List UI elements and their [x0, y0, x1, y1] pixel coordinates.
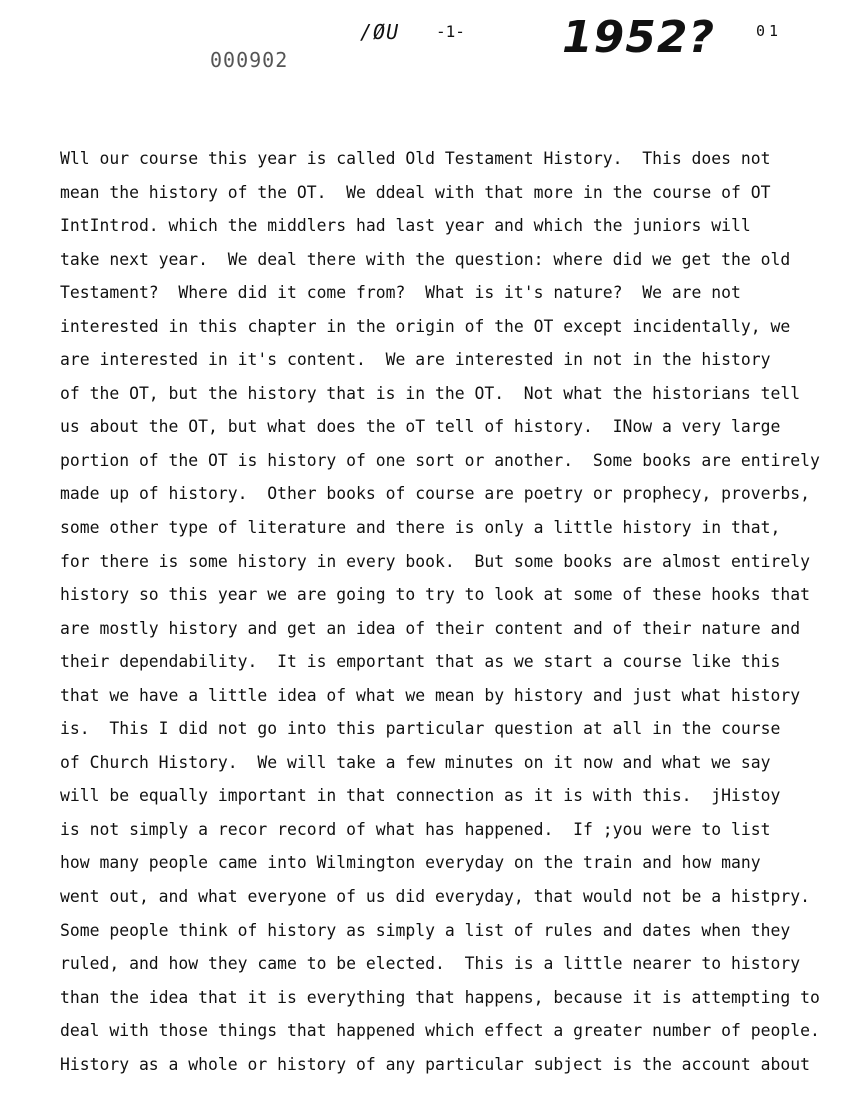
- text-line: went out, and what everyone of us did everyday, that would not be a histpry.: [60, 887, 810, 907]
- text-line: History as a whole or history of any particular subject is the account about: [60, 1054, 810, 1074]
- text-line: interested in this chapter in the origin of the OT except incidentally, we: [60, 316, 791, 336]
- text-line: mean the history of the OT. We ddeal with that more in the course of OT: [60, 182, 771, 202]
- header-code: /ØU: [360, 20, 400, 44]
- text-line: Wll our course this year is called Old Testament History. This does not: [60, 149, 771, 168]
- page-number: -1-: [436, 22, 465, 41]
- text-line: will be equally important in that connection as it is with this. jHistoy: [60, 786, 781, 806]
- text-line: that we have a little idea of what we mean by history and just what history: [60, 685, 801, 705]
- text-line: Some people think of history as simply a list of rules and dates when they: [60, 920, 791, 940]
- text-line: Testament? Where did it come from? What is it's nature? We are not: [60, 283, 741, 303]
- text-line: some other type of literature and there is only a little history in that,: [60, 518, 781, 538]
- text-line: history so this year we are going to try to look at some of these hooks that: [60, 585, 810, 605]
- text-line: is. This I did not go into this particular question at all in the course: [60, 719, 781, 739]
- text-line: deal with those things that happened which effect a greater number of people.: [60, 1021, 820, 1041]
- text-line: made up of history. Other books of course are poetry or prophecy, proverbs,: [60, 484, 810, 504]
- text-line: how many people came into Wilmington everyday on the train and how many: [60, 853, 761, 873]
- archive-stamp: 000902: [210, 48, 289, 72]
- text-line: us about the OT, but what does the oT tell of history. INow a very large: [60, 417, 781, 437]
- text-line: is not simply a recor record of what has happened. If ;you were to list: [60, 819, 771, 839]
- sequence-number: 01: [756, 22, 783, 40]
- text-line: portion of the OT is history of one sort or another. Some books are entirely: [60, 450, 820, 470]
- typed-transcript-body: [60, 142, 840, 1081]
- text-line: of the OT, but the history that is in the OT. Not what the historians tell: [60, 383, 801, 403]
- text-line: of Church History. We will take a few minutes on it now and what we say: [60, 752, 771, 772]
- text-line: ruled, and how they came to be elected. This is a little nearer to history: [60, 954, 801, 974]
- text-line: are interested in it's content. We are interested in not in the history: [60, 350, 771, 370]
- text-line: their dependability. It is emportant that as we start a course like this: [60, 652, 781, 672]
- handwritten-year-note: 1952?: [562, 12, 715, 63]
- text-line: IntIntrod. which the middlers had last year and which the juniors will: [60, 216, 751, 236]
- text-line: for there is some history in every book. But some books are almost entirely: [60, 551, 810, 571]
- text-line: take next year. We deal there with the question: where did we get the old: [60, 249, 791, 269]
- text-line: are mostly history and get an idea of their content and of their nature and: [60, 618, 801, 638]
- text-line: than the idea that it is everything that happens, because it is attempting to: [60, 987, 820, 1007]
